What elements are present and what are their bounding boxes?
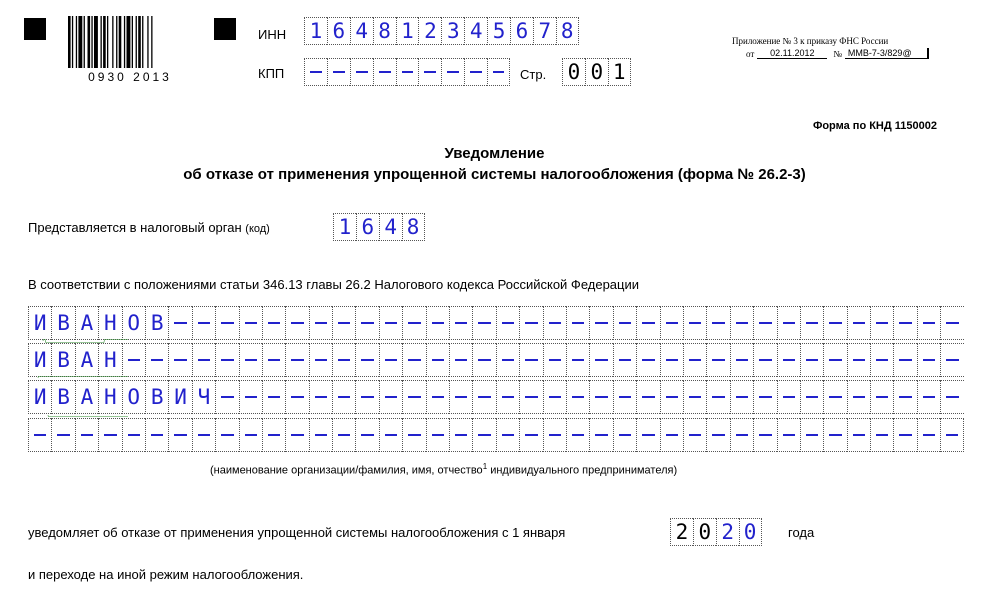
empty-cell — [566, 418, 589, 452]
empty-cell — [168, 306, 191, 340]
empty-cell — [215, 418, 238, 452]
character-cell: 6 — [356, 213, 379, 241]
empty-cell — [683, 343, 706, 377]
character-cell: Н — [98, 380, 121, 414]
character-cell: 1 — [333, 213, 356, 241]
barcode-bar — [112, 16, 113, 68]
empty-cell — [472, 418, 495, 452]
barcode-bar — [151, 16, 152, 68]
character-cell: И — [28, 306, 51, 340]
empty-cell — [683, 306, 706, 340]
character-cell: 6 — [510, 17, 533, 45]
basis-text: В соответствии с положениями статьи 346.13 главы 26.2 Налогового кодекса Российской Федерации — [28, 277, 640, 292]
barcode-number: 0930 2013 — [88, 70, 172, 84]
empty-cell — [379, 306, 402, 340]
document-title: Уведомление — [444, 145, 545, 162]
empty-cell — [355, 380, 378, 414]
kpp-field[interactable] — [304, 58, 510, 86]
footnote-marker: 1 — [482, 462, 488, 471]
empty-cell — [239, 418, 262, 452]
empty-cell — [309, 380, 332, 414]
character-cell: 4 — [379, 213, 402, 241]
empty-cell — [940, 343, 963, 377]
barcode-bar — [72, 16, 73, 68]
appendix-no: № — [833, 49, 842, 59]
tax-authority-label: Представляется в налоговый орган (код) — [28, 220, 270, 235]
character-cell: В — [51, 343, 74, 377]
empty-cell — [800, 306, 823, 340]
empty-cell — [215, 343, 238, 377]
corner-marker-left — [24, 18, 46, 40]
character-cell: 8 — [556, 17, 579, 45]
name-row-2[interactable] — [28, 343, 964, 377]
barcode-bar — [136, 16, 137, 68]
empty-cell — [309, 306, 332, 340]
empty-cell — [543, 306, 566, 340]
character-cell: В — [51, 380, 74, 414]
empty-cell — [441, 58, 464, 86]
spellcheck-underline — [28, 413, 128, 417]
empty-cell — [917, 418, 940, 452]
empty-cell — [917, 306, 940, 340]
empty-cell — [449, 380, 472, 414]
character-cell: Ч — [192, 380, 215, 414]
empty-cell — [145, 343, 168, 377]
empty-cell — [543, 380, 566, 414]
empty-cell — [730, 343, 753, 377]
barcode-bar — [119, 16, 122, 68]
empty-cell — [309, 343, 332, 377]
barcode-bar — [116, 16, 117, 68]
character-cell: А — [75, 306, 98, 340]
empty-cell — [870, 306, 893, 340]
empty-cell — [660, 343, 683, 377]
barcode-bar — [142, 16, 143, 68]
character-cell: Н — [98, 343, 121, 377]
barcode-bar — [91, 16, 92, 68]
empty-cell — [262, 306, 285, 340]
empty-cell — [543, 418, 566, 452]
page-label: Стр. — [520, 67, 547, 82]
empty-cell — [870, 380, 893, 414]
character-cell: 6 — [327, 17, 350, 45]
empty-cell — [893, 343, 916, 377]
empty-cell — [472, 343, 495, 377]
transition-text: и переходе на иной режим налогообложения. — [28, 567, 304, 582]
name-row-1[interactable] — [28, 306, 964, 340]
empty-cell — [589, 418, 612, 452]
empty-cell — [28, 418, 51, 452]
page-number-field[interactable] — [562, 58, 631, 86]
barcode-bar — [78, 16, 82, 68]
empty-cell — [706, 306, 729, 340]
empty-cell — [373, 58, 396, 86]
empty-cell — [75, 418, 98, 452]
empty-cell — [426, 306, 449, 340]
corner-marker-right — [214, 18, 236, 40]
barcode-bar — [68, 16, 71, 68]
empty-cell — [800, 418, 823, 452]
empty-cell — [145, 418, 168, 452]
empty-cell — [660, 306, 683, 340]
character-cell: 0 — [739, 518, 762, 546]
empty-cell — [168, 418, 191, 452]
year-field[interactable] — [670, 518, 762, 546]
character-cell: 4 — [350, 17, 373, 45]
year-suffix: года — [788, 525, 815, 540]
empty-cell — [426, 343, 449, 377]
empty-cell — [285, 418, 308, 452]
empty-cell — [613, 306, 636, 340]
empty-cell — [847, 418, 870, 452]
barcode-bar — [94, 16, 98, 68]
character-cell: 4 — [464, 17, 487, 45]
empty-cell — [239, 380, 262, 414]
empty-cell — [870, 418, 893, 452]
barcode-bar — [107, 16, 108, 68]
name-caption: (наименование организации/фамилия, имя, отчество$^1$ индивидуального предпринимателя) — [210, 462, 678, 477]
empty-cell — [309, 418, 332, 452]
empty-cell — [566, 343, 589, 377]
empty-cell — [636, 418, 659, 452]
empty-cell — [402, 418, 425, 452]
empty-cell — [379, 380, 402, 414]
empty-cell — [589, 306, 612, 340]
kpp-label: КПП — [258, 66, 285, 81]
empty-cell — [192, 418, 215, 452]
character-cell: 3 — [441, 17, 464, 45]
empty-cell — [636, 343, 659, 377]
character-cell: О — [122, 380, 145, 414]
name-row-4[interactable] — [28, 418, 964, 452]
empty-cell — [893, 418, 916, 452]
character-cell: В — [145, 306, 168, 340]
empty-cell — [519, 380, 542, 414]
empty-cell — [51, 418, 74, 452]
empty-cell — [893, 306, 916, 340]
empty-cell — [472, 380, 495, 414]
empty-cell — [660, 380, 683, 414]
empty-cell — [870, 343, 893, 377]
barcode-bar — [88, 16, 91, 68]
character-cell: 1 — [304, 17, 327, 45]
empty-cell — [823, 418, 846, 452]
empty-cell — [332, 306, 355, 340]
character-cell: 8 — [373, 17, 396, 45]
character-cell: 5 — [487, 17, 510, 45]
empty-cell — [215, 306, 238, 340]
empty-cell — [683, 418, 706, 452]
empty-cell — [917, 380, 940, 414]
empty-cell — [285, 306, 308, 340]
empty-cell — [519, 418, 542, 452]
empty-cell — [332, 343, 355, 377]
empty-cell — [355, 418, 378, 452]
character-cell: 2 — [418, 17, 441, 45]
empty-cell — [262, 418, 285, 452]
empty-cell — [777, 380, 800, 414]
tax-authority-code-field[interactable] — [333, 213, 425, 241]
empty-cell — [706, 418, 729, 452]
empty-cell — [449, 306, 472, 340]
empty-cell — [262, 343, 285, 377]
empty-cell — [706, 343, 729, 377]
empty-cell — [589, 343, 612, 377]
empty-cell — [893, 380, 916, 414]
document-subtitle: об отказе от применения упрощенной системы налогообложения (форма № 26.2-3) — [183, 166, 806, 183]
empty-cell — [496, 306, 519, 340]
character-cell: И — [28, 380, 51, 414]
form-code: Форма по КНД 1150002 — [812, 120, 937, 132]
empty-cell — [426, 380, 449, 414]
barcode-bar — [103, 16, 106, 68]
character-cell: 0 — [562, 58, 585, 86]
empty-cell — [426, 418, 449, 452]
empty-cell — [402, 380, 425, 414]
empty-cell — [402, 306, 425, 340]
empty-cell — [566, 306, 589, 340]
character-cell: 0 — [585, 58, 608, 86]
empty-cell — [730, 418, 753, 452]
barcode-bar — [138, 16, 141, 68]
empty-cell — [496, 418, 519, 452]
empty-cell — [777, 343, 800, 377]
character-cell: Н — [98, 306, 121, 340]
barcode-bar — [147, 16, 148, 68]
character-cell: 1 — [396, 17, 419, 45]
character-cell: В — [51, 306, 74, 340]
empty-cell — [917, 343, 940, 377]
barcode-bar — [101, 16, 102, 68]
character-cell: А — [75, 380, 98, 414]
empty-cell — [122, 418, 145, 452]
empty-cell — [262, 380, 285, 414]
empty-cell — [379, 343, 402, 377]
barcode-bar — [84, 16, 85, 68]
character-cell: 2 — [670, 518, 693, 546]
empty-cell — [192, 343, 215, 377]
barcode-bar — [132, 16, 133, 68]
appendix-number: ММВ-7-3/829@ — [845, 48, 929, 59]
empty-cell — [472, 306, 495, 340]
inn-field[interactable] — [304, 17, 579, 45]
inn-label: ИНН — [258, 27, 287, 42]
empty-cell — [753, 343, 776, 377]
character-cell: О — [122, 306, 145, 340]
character-cell: В — [145, 380, 168, 414]
empty-cell — [753, 306, 776, 340]
empty-cell — [327, 58, 350, 86]
empty-cell — [355, 306, 378, 340]
empty-cell — [519, 306, 542, 340]
empty-cell — [613, 380, 636, 414]
empty-cell — [543, 343, 566, 377]
character-cell: И — [168, 380, 191, 414]
empty-cell — [730, 306, 753, 340]
empty-cell — [239, 343, 262, 377]
code-label: (код) — [245, 223, 270, 235]
empty-cell — [355, 343, 378, 377]
empty-cell — [660, 418, 683, 452]
empty-cell — [940, 306, 963, 340]
empty-cell — [496, 343, 519, 377]
empty-cell — [566, 380, 589, 414]
empty-cell — [239, 306, 262, 340]
empty-cell — [730, 380, 753, 414]
barcode-bar — [127, 16, 131, 68]
empty-cell — [940, 380, 963, 414]
empty-cell — [168, 343, 191, 377]
empty-cell — [215, 380, 238, 414]
empty-cell — [285, 343, 308, 377]
empty-cell — [823, 380, 846, 414]
empty-cell — [332, 380, 355, 414]
empty-cell — [940, 418, 963, 452]
appendix-date: 02.11.2012 — [757, 48, 827, 59]
empty-cell — [418, 58, 441, 86]
empty-cell — [487, 58, 510, 86]
character-cell: 1 — [608, 58, 631, 86]
empty-cell — [613, 418, 636, 452]
empty-cell — [823, 343, 846, 377]
barcode-graphic — [66, 16, 194, 72]
empty-cell — [192, 306, 215, 340]
empty-cell — [777, 306, 800, 340]
character-cell: 7 — [533, 17, 556, 45]
empty-cell — [706, 380, 729, 414]
character-cell: 8 — [402, 213, 425, 241]
empty-cell — [753, 418, 776, 452]
empty-cell — [379, 418, 402, 452]
empty-cell — [823, 306, 846, 340]
character-cell: А — [75, 343, 98, 377]
empty-cell — [464, 58, 487, 86]
empty-cell — [613, 343, 636, 377]
empty-cell — [496, 380, 519, 414]
empty-cell — [847, 380, 870, 414]
empty-cell — [449, 343, 472, 377]
empty-cell — [683, 380, 706, 414]
empty-cell — [396, 58, 419, 86]
appendix-reference — [732, 36, 929, 59]
appendix-from: от — [746, 49, 755, 59]
empty-cell — [285, 380, 308, 414]
character-cell: 0 — [693, 518, 716, 546]
empty-cell — [332, 418, 355, 452]
empty-cell — [800, 380, 823, 414]
character-cell: И — [28, 343, 51, 377]
empty-cell — [800, 343, 823, 377]
empty-cell — [350, 58, 373, 86]
empty-cell — [753, 380, 776, 414]
character-cell: 2 — [716, 518, 739, 546]
empty-cell — [402, 343, 425, 377]
appendix-line1: Приложение № 3 к приказу ФНС России — [732, 36, 889, 46]
empty-cell — [98, 418, 121, 452]
empty-cell — [519, 343, 542, 377]
empty-cell — [847, 306, 870, 340]
empty-cell — [122, 343, 145, 377]
empty-cell — [636, 380, 659, 414]
empty-cell — [777, 418, 800, 452]
notice-text: уведомляет об отказе от применения упрощенной системы налогообложения с 1 января — [28, 525, 566, 540]
empty-cell — [449, 418, 472, 452]
empty-cell — [589, 380, 612, 414]
barcode-bar — [124, 16, 125, 68]
empty-cell — [636, 306, 659, 340]
empty-cell — [304, 58, 327, 86]
barcode-bar — [76, 16, 77, 68]
name-row-3[interactable] — [28, 380, 964, 414]
empty-cell — [847, 343, 870, 377]
